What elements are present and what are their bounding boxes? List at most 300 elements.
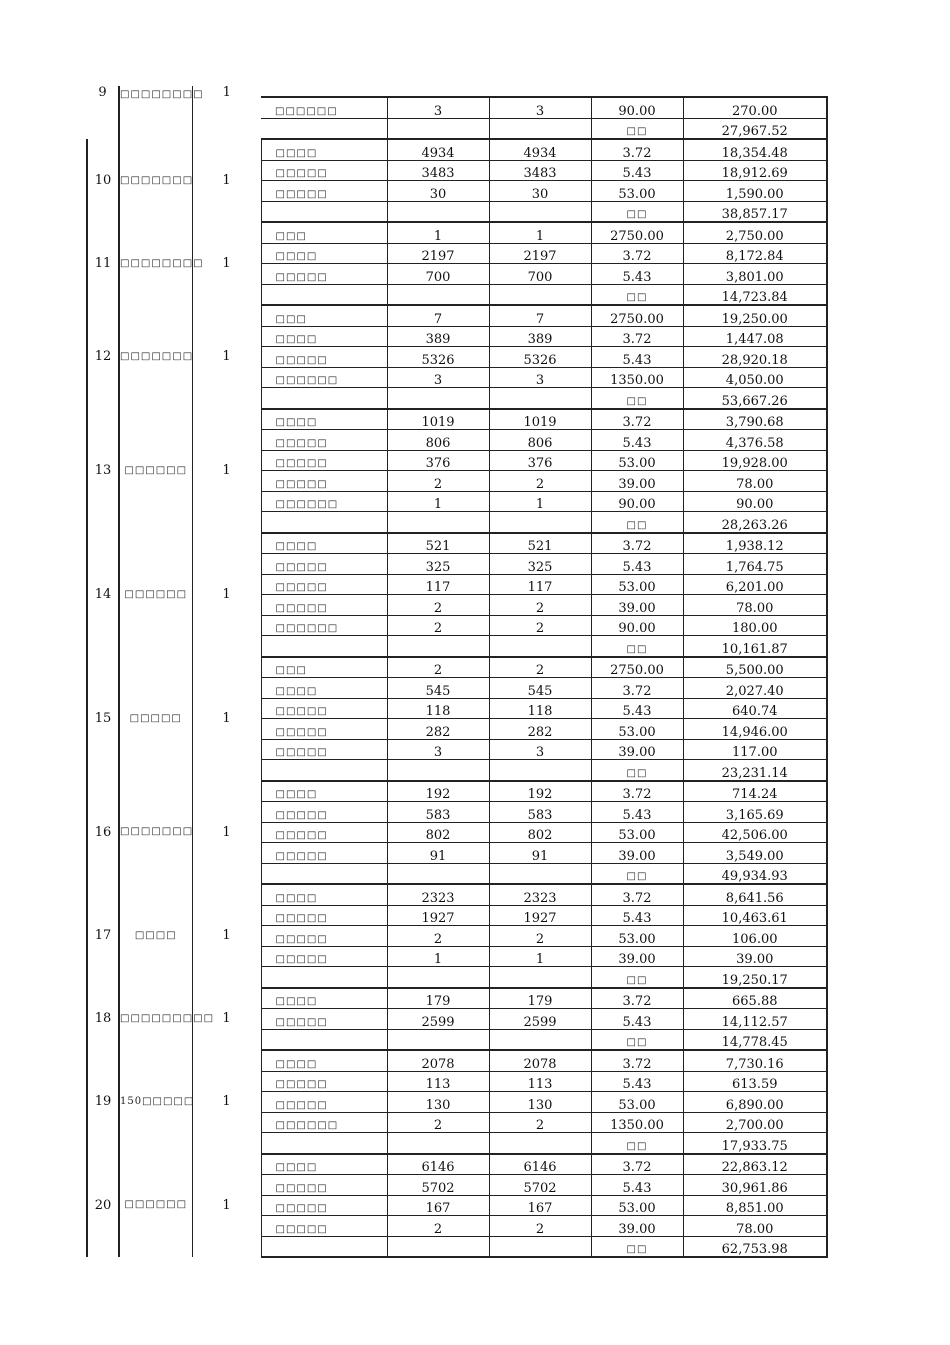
unit-price: 5.43 — [591, 802, 683, 823]
item-name: □□□□□ — [261, 1092, 387, 1113]
quantity-a: 583 — [387, 802, 489, 823]
unit-price: 90.00 — [591, 491, 683, 512]
table-row — [87, 305, 827, 326]
subtotal-amount: 28,263.26 — [683, 512, 827, 533]
amount: 6,890.00 — [683, 1092, 827, 1113]
amount: 3,165.69 — [683, 802, 827, 823]
quantity-b: 1019 — [489, 409, 591, 430]
quantity-b: 2 — [489, 595, 591, 616]
quantity-b: 806 — [489, 430, 591, 451]
quantity-a — [387, 760, 489, 781]
quantity-a: 3 — [387, 367, 489, 388]
quantity-b: 376 — [489, 450, 591, 471]
quantity-b: 179 — [489, 988, 591, 1009]
quantity-a: 2 — [387, 926, 489, 947]
item-name: □□□□□ — [261, 574, 387, 595]
amount: 2,027.40 — [683, 678, 827, 699]
quantity-b: 700 — [489, 264, 591, 285]
amount: 78.00 — [683, 471, 827, 492]
quantity-b: 3 — [489, 367, 591, 388]
amount: 1,764.75 — [683, 554, 827, 575]
item-name — [261, 863, 387, 884]
amount: 6,201.00 — [683, 574, 827, 595]
quantity-a: 3 — [387, 739, 489, 760]
group-quantity: 1 — [192, 781, 261, 885]
item-group-name: 150□□□□□ — [119, 1050, 192, 1154]
unit-price: 5.43 — [591, 160, 683, 181]
quantity-a: 3 — [387, 97, 489, 118]
quantity-a: 389 — [387, 326, 489, 347]
subtotal-amount: 17,933.75 — [683, 1133, 827, 1154]
quantity-b: 4934 — [489, 139, 591, 160]
quantity-b: 113 — [489, 1071, 591, 1092]
unit-price: 53.00 — [591, 822, 683, 843]
amount: 8,851.00 — [683, 1195, 827, 1216]
group-quantity: 1 — [192, 86, 261, 139]
quantity-b: 167 — [489, 1195, 591, 1216]
row-number: 20 — [87, 1154, 119, 1258]
amount: 117.00 — [683, 739, 827, 760]
quantity-a: 2 — [387, 595, 489, 616]
item-name — [261, 284, 387, 305]
table-row — [87, 533, 827, 554]
item-name: □□□□□ — [261, 264, 387, 285]
quantity-b — [489, 760, 591, 781]
quantity-b — [489, 1029, 591, 1050]
item-name — [261, 1029, 387, 1050]
quantity-b — [489, 1236, 591, 1257]
amount: 8,172.84 — [683, 243, 827, 264]
unit-price: 39.00 — [591, 843, 683, 864]
row-number: 15 — [87, 657, 119, 781]
unit-price: 2750.00 — [591, 657, 683, 678]
subtotal-label: □□ — [591, 967, 683, 988]
table-row — [87, 409, 827, 430]
quantity-b: 521 — [489, 533, 591, 554]
amount: 78.00 — [683, 1216, 827, 1237]
amount: 1,938.12 — [683, 533, 827, 554]
subtotal-amount: 38,857.17 — [683, 201, 827, 222]
item-name — [261, 967, 387, 988]
item-name: □□□□ — [261, 988, 387, 1009]
quantity-b: 118 — [489, 698, 591, 719]
item-name: □□□ — [261, 657, 387, 678]
item-name: □□□□ — [261, 409, 387, 430]
item-name: □□□□□ — [261, 471, 387, 492]
row-number: 10 — [87, 139, 119, 222]
quantity-b: 6146 — [489, 1154, 591, 1175]
group-quantity: 1 — [192, 409, 261, 533]
quantity-b: 3483 — [489, 160, 591, 181]
quantity-a: 5702 — [387, 1175, 489, 1196]
subtotal-label: □□ — [591, 284, 683, 305]
quantity-a — [387, 512, 489, 533]
quantity-b: 325 — [489, 554, 591, 575]
unit-price: 5.43 — [591, 264, 683, 285]
quantity-a: 2 — [387, 471, 489, 492]
unit-price: 53.00 — [591, 450, 683, 471]
group-quantity: 1 — [192, 657, 261, 781]
item-name: □□□□□□ — [261, 1112, 387, 1133]
unit-price: 3.72 — [591, 781, 683, 802]
unit-price: 53.00 — [591, 719, 683, 740]
item-group-name: □□□□□□□□ — [119, 222, 192, 305]
quantity-a: 2323 — [387, 884, 489, 905]
unit-price: 3.72 — [591, 139, 683, 160]
quantity-a: 3483 — [387, 160, 489, 181]
item-name — [261, 201, 387, 222]
item-name: □□□□□ — [261, 1009, 387, 1030]
item-name: □□□□□ — [261, 946, 387, 967]
item-name: □□□□ — [261, 884, 387, 905]
unit-price: 3.72 — [591, 678, 683, 699]
subtotal-label: □□ — [591, 1236, 683, 1257]
quantity-b: 2 — [489, 1216, 591, 1237]
amount: 3,790.68 — [683, 409, 827, 430]
unit-price: 3.72 — [591, 1154, 683, 1175]
unit-price: 3.72 — [591, 533, 683, 554]
table-row — [87, 1050, 827, 1071]
group-quantity: 1 — [192, 1154, 261, 1258]
quantity-a — [387, 1236, 489, 1257]
item-group-name: □□□□ — [119, 884, 192, 988]
row-number: 18 — [87, 988, 119, 1051]
quantity-b: 91 — [489, 843, 591, 864]
quantity-b: 1 — [489, 491, 591, 512]
quantity-b: 2078 — [489, 1050, 591, 1071]
quantity-b — [489, 512, 591, 533]
table-row — [87, 884, 827, 905]
row-number: 13 — [87, 409, 119, 533]
quantity-b: 2 — [489, 1112, 591, 1133]
group-quantity: 1 — [192, 533, 261, 657]
item-name — [261, 118, 387, 139]
amount: 180.00 — [683, 615, 827, 636]
item-group-name: □□□□□□□□□ — [119, 988, 192, 1051]
quantity-b: 1927 — [489, 905, 591, 926]
quantity-b: 2 — [489, 471, 591, 492]
group-quantity: 1 — [192, 988, 261, 1051]
table-row — [87, 1154, 827, 1175]
amount: 1,447.08 — [683, 326, 827, 347]
item-name: □□□□□ — [261, 181, 387, 202]
item-name: □□□□□ — [261, 430, 387, 451]
amount: 7,730.16 — [683, 1050, 827, 1071]
quantity-a — [387, 863, 489, 884]
quantity-a: 30 — [387, 181, 489, 202]
quantity-a: 1 — [387, 491, 489, 512]
unit-price: 53.00 — [591, 926, 683, 947]
empty-cell — [591, 86, 683, 97]
unit-price: 5.43 — [591, 347, 683, 368]
unit-price: 39.00 — [591, 739, 683, 760]
unit-price: 5.43 — [591, 1175, 683, 1196]
quantity-b — [489, 1133, 591, 1154]
item-name: □□□□□ — [261, 450, 387, 471]
unit-price: 90.00 — [591, 615, 683, 636]
quantity-b — [489, 967, 591, 988]
quantity-b: 2 — [489, 657, 591, 678]
quantity-a — [387, 1133, 489, 1154]
quantity-b: 3 — [489, 739, 591, 760]
unit-price: 90.00 — [591, 97, 683, 118]
group-quantity: 1 — [192, 1050, 261, 1154]
unit-price: 1350.00 — [591, 1112, 683, 1133]
row-number: 17 — [87, 884, 119, 988]
item-name: □□□□□ — [261, 822, 387, 843]
quantity-b — [489, 388, 591, 409]
item-group-name: □□□□□□□ — [119, 781, 192, 885]
table-row — [87, 781, 827, 802]
item-name — [261, 512, 387, 533]
amount: 18,912.69 — [683, 160, 827, 181]
amount: 640.74 — [683, 698, 827, 719]
table-row — [87, 86, 827, 97]
subtotal-amount: 10,161.87 — [683, 636, 827, 657]
item-name: □□□□ — [261, 243, 387, 264]
quantity-b: 583 — [489, 802, 591, 823]
unit-price: 2750.00 — [591, 305, 683, 326]
table-row — [87, 988, 827, 1009]
item-group-name: □□□□□□□ — [119, 305, 192, 409]
unit-price: 53.00 — [591, 181, 683, 202]
quantity-a: 130 — [387, 1092, 489, 1113]
item-name: □□□□□□ — [261, 491, 387, 512]
quantity-b: 7 — [489, 305, 591, 326]
amount: 1,590.00 — [683, 181, 827, 202]
unit-price: 53.00 — [591, 1092, 683, 1113]
quantity-b: 2 — [489, 926, 591, 947]
quantity-a: 376 — [387, 450, 489, 471]
quantity-b: 5702 — [489, 1175, 591, 1196]
subtotal-amount: 14,723.84 — [683, 284, 827, 305]
row-number: 12 — [87, 305, 119, 409]
amount: 106.00 — [683, 926, 827, 947]
item-name: □□□□□ — [261, 905, 387, 926]
quantity-b — [489, 863, 591, 884]
quantity-a — [387, 967, 489, 988]
item-name: □□□□ — [261, 533, 387, 554]
subtotal-label: □□ — [591, 1029, 683, 1050]
table-row — [87, 139, 827, 160]
table-row — [87, 222, 827, 243]
amount: 4,050.00 — [683, 367, 827, 388]
quantity-b: 389 — [489, 326, 591, 347]
empty-cell — [387, 86, 489, 97]
group-quantity: 1 — [192, 222, 261, 305]
quantity-a: 113 — [387, 1071, 489, 1092]
subtotal-label: □□ — [591, 863, 683, 884]
row-number: 19 — [87, 1050, 119, 1154]
unit-price: 39.00 — [591, 471, 683, 492]
subtotal-amount: 53,667.26 — [683, 388, 827, 409]
item-name: □□□□ — [261, 1050, 387, 1071]
amount: 665.88 — [683, 988, 827, 1009]
quantity-b: 192 — [489, 781, 591, 802]
group-quantity: 1 — [192, 305, 261, 409]
item-name: □□□□ — [261, 678, 387, 699]
quantity-a: 2 — [387, 657, 489, 678]
item-group-name: □□□□□□□ — [119, 139, 192, 222]
quantity-a: 282 — [387, 719, 489, 740]
item-name: □□□□ — [261, 139, 387, 160]
item-name: □□□□ — [261, 781, 387, 802]
row-number: 9 — [98, 85, 107, 100]
unit-price: 3.72 — [591, 884, 683, 905]
item-name: □□□□□ — [261, 160, 387, 181]
quantity-b: 2323 — [489, 884, 591, 905]
unit-price: 3.72 — [591, 243, 683, 264]
quantity-b: 282 — [489, 719, 591, 740]
item-name: □□□□□□ — [261, 615, 387, 636]
quantity-b: 117 — [489, 574, 591, 595]
amount: 8,641.56 — [683, 884, 827, 905]
subtotal-amount: 23,231.14 — [683, 760, 827, 781]
item-group-name: □□□□□□□□ — [119, 86, 192, 139]
quantity-b: 5326 — [489, 347, 591, 368]
row-number: 16 — [87, 781, 119, 885]
subtotal-label: □□ — [591, 1133, 683, 1154]
item-group-name: □□□□□□ — [119, 533, 192, 657]
amount: 14,946.00 — [683, 719, 827, 740]
quantity-b: 1 — [489, 946, 591, 967]
spreadsheet-page — [86, 86, 826, 1258]
item-name — [261, 388, 387, 409]
item-name: □□□□□ — [261, 739, 387, 760]
amount: 22,863.12 — [683, 1154, 827, 1175]
quantity-a: 118 — [387, 698, 489, 719]
unit-price: 5.43 — [591, 430, 683, 451]
amount: 19,250.00 — [683, 305, 827, 326]
subtotal-label: □□ — [591, 760, 683, 781]
quantity-a: 1 — [387, 222, 489, 243]
unit-price: 3.72 — [591, 326, 683, 347]
quantity-a — [387, 284, 489, 305]
item-name: □□□□ — [261, 326, 387, 347]
amount: 3,801.00 — [683, 264, 827, 285]
item-name: □□□□□ — [261, 347, 387, 368]
amount: 18,354.48 — [683, 139, 827, 160]
quantity-a: 1927 — [387, 905, 489, 926]
amount: 5,500.00 — [683, 657, 827, 678]
item-group-name: □□□□□□ — [119, 409, 192, 533]
unit-price: 5.43 — [591, 698, 683, 719]
empty-cell — [261, 86, 387, 97]
amount: 613.59 — [683, 1071, 827, 1092]
quantity-b — [489, 118, 591, 139]
subtotal-label: □□ — [591, 201, 683, 222]
amount: 19,928.00 — [683, 450, 827, 471]
unit-price: 5.43 — [591, 1009, 683, 1030]
quantity-a: 2599 — [387, 1009, 489, 1030]
quantity-a: 5326 — [387, 347, 489, 368]
quantity-a: 167 — [387, 1195, 489, 1216]
quantity-b: 545 — [489, 678, 591, 699]
quantity-a: 325 — [387, 554, 489, 575]
table-row — [87, 657, 827, 678]
quantity-a: 1019 — [387, 409, 489, 430]
item-name: □□□ — [261, 305, 387, 326]
quantity-a — [387, 388, 489, 409]
item-name: □□□□□ — [261, 1175, 387, 1196]
amount: 39.00 — [683, 946, 827, 967]
quantity-a: 2 — [387, 1112, 489, 1133]
item-name: □□□□□ — [261, 1195, 387, 1216]
item-name: □□□□□ — [261, 1216, 387, 1237]
quantity-a: 117 — [387, 574, 489, 595]
row-number: 11 — [87, 222, 119, 305]
unit-price: 2750.00 — [591, 222, 683, 243]
amount: 270.00 — [683, 97, 827, 118]
item-name: □□□□□ — [261, 926, 387, 947]
item-name — [261, 636, 387, 657]
quantity-b — [489, 201, 591, 222]
quantity-b: 2599 — [489, 1009, 591, 1030]
quantity-b: 2 — [489, 615, 591, 636]
empty-cell — [489, 86, 591, 97]
amount: 14,112.57 — [683, 1009, 827, 1030]
unit-price: 5.43 — [591, 554, 683, 575]
item-name — [261, 760, 387, 781]
item-name — [261, 1236, 387, 1257]
quantity-a — [387, 636, 489, 657]
item-name: □□□□□ — [261, 595, 387, 616]
quantity-a: 179 — [387, 988, 489, 1009]
amount: 4,376.58 — [683, 430, 827, 451]
subtotal-amount: 49,934.93 — [683, 863, 827, 884]
quantity-a: 91 — [387, 843, 489, 864]
amount: 42,506.00 — [683, 822, 827, 843]
subtotal-amount: 14,778.45 — [683, 1029, 827, 1050]
quantity-a: 1 — [387, 946, 489, 967]
subtotal-amount: 19,250.17 — [683, 967, 827, 988]
unit-price: 5.43 — [591, 905, 683, 926]
item-name: □□□□□ — [261, 1071, 387, 1092]
amount: 714.24 — [683, 781, 827, 802]
item-name: □□□□□ — [261, 843, 387, 864]
quantity-a: 700 — [387, 264, 489, 285]
quantity-a: 2197 — [387, 243, 489, 264]
item-group-name: □□□□□ — [119, 657, 192, 781]
cost-table — [86, 86, 828, 1258]
quantity-a: 806 — [387, 430, 489, 451]
unit-price: 1350.00 — [591, 367, 683, 388]
unit-price: 39.00 — [591, 946, 683, 967]
subtotal-label: □□ — [591, 512, 683, 533]
row-number: 14 — [87, 533, 119, 657]
quantity-a: 521 — [387, 533, 489, 554]
item-name: □□□ — [261, 222, 387, 243]
amount: 30,961.86 — [683, 1175, 827, 1196]
item-name: □□□□□ — [261, 802, 387, 823]
quantity-a: 4934 — [387, 139, 489, 160]
unit-price: 53.00 — [591, 1195, 683, 1216]
quantity-a: 2 — [387, 1216, 489, 1237]
unit-price: 5.43 — [591, 1071, 683, 1092]
unit-price: 3.72 — [591, 988, 683, 1009]
quantity-a: 545 — [387, 678, 489, 699]
item-name: □□□□□□ — [261, 367, 387, 388]
item-name — [261, 1133, 387, 1154]
quantity-b — [489, 636, 591, 657]
unit-price: 3.72 — [591, 1050, 683, 1071]
item-name: □□□□□ — [261, 698, 387, 719]
empty-cell — [683, 86, 827, 97]
quantity-a: 6146 — [387, 1154, 489, 1175]
subtotal-label: □□ — [591, 388, 683, 409]
quantity-b: 1 — [489, 222, 591, 243]
item-name: □□□□□ — [261, 719, 387, 740]
